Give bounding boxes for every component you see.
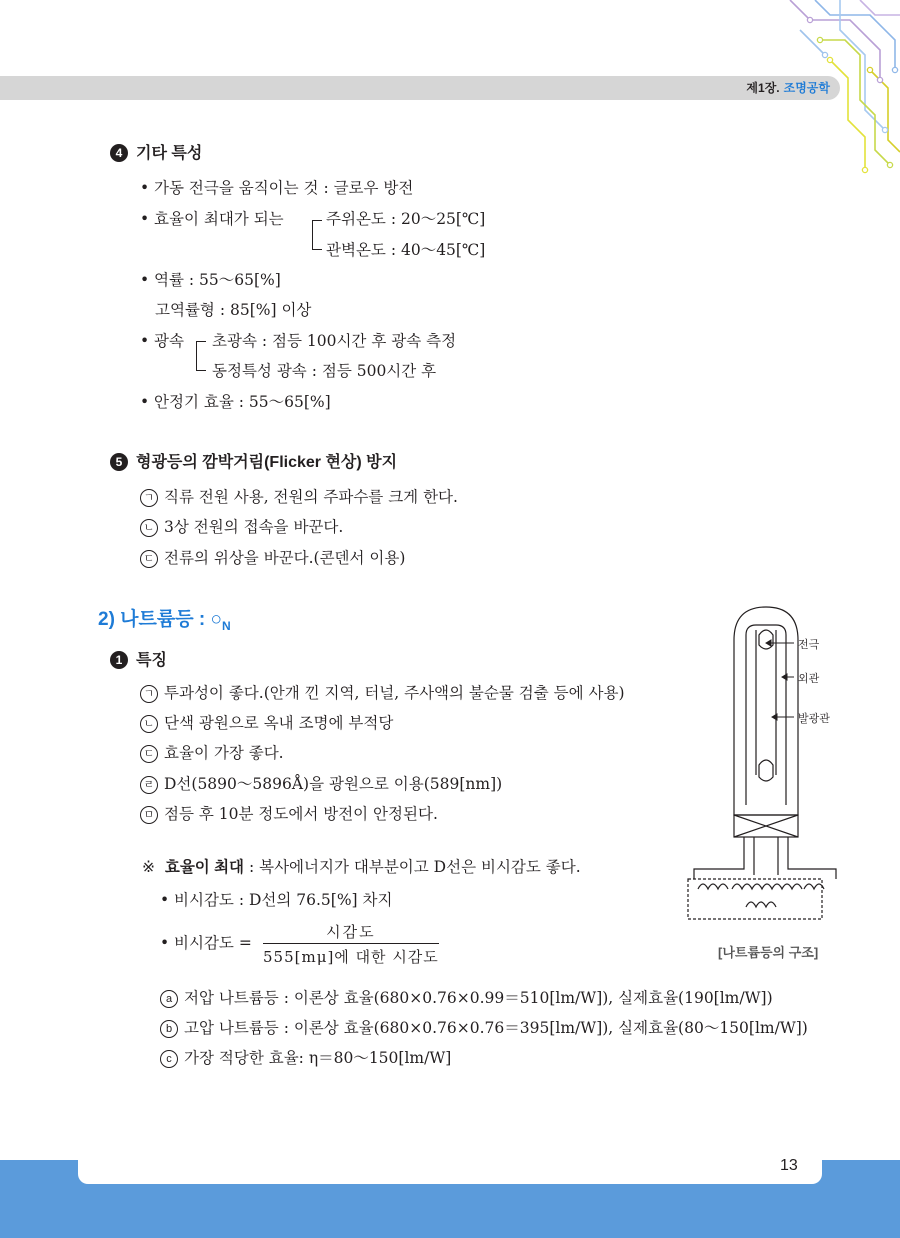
arc-tube: [746, 625, 786, 805]
section-5-heading: [110, 452, 397, 474]
efficiency-case-ambient: 주위온도 : 20～25[℃]: [326, 210, 486, 228]
visibility-item: • 비시감도 : D선의 76.5[%] 차지: [160, 891, 393, 909]
section-5-number: 5: [110, 453, 128, 471]
feature-text: 투과성이 좋다.(안개 낀 지역, 터널, 주사액의 불순물 검출 등에 사용): [164, 684, 625, 702]
feature-item: [140, 742, 284, 764]
sodium-lamp-diagram: [684, 605, 844, 935]
chapter-number: 제1장.: [746, 81, 780, 95]
feature-mark: ㄱ: [140, 685, 158, 703]
efficiency-mark: c: [160, 1050, 178, 1068]
power-factor-text: 역률 : 55～65[%]: [154, 271, 281, 289]
efficiency-mark: b: [160, 1020, 178, 1038]
feature-text: 단색 광원으로 옥내 조명에 부적당: [164, 714, 394, 732]
inner-electrode: [756, 630, 776, 775]
feature-mark: ㄹ: [140, 776, 158, 794]
feature-item: [140, 773, 502, 795]
electrode-item: • 가동 전극을 움직이는 것 : 글로우 방전: [140, 179, 414, 197]
efficiency-text: 고압 나트륨등 : 이론상 효율(680×0.76×0.76＝395[lm/W]), 실제효율(80～150[lm/W]): [184, 1019, 808, 1037]
feature-item: [140, 803, 438, 825]
feature-item: [140, 682, 625, 704]
flicker-item: [140, 516, 343, 538]
flux-case-initial: 초광속 : 점등 100시간 후 광속 측정: [212, 332, 457, 350]
section-4-title: 기타 특성: [136, 145, 203, 162]
formula-item: • 비시감도 =: [160, 934, 252, 952]
efficiency-item: • 효율이 최대가 되는: [140, 210, 284, 228]
section-4-number: 4: [110, 144, 128, 162]
note-mark: ※: [142, 858, 155, 876]
feature-mark: ㄴ: [140, 715, 158, 733]
sodium-symbol: ○: [210, 609, 222, 630]
note-text: : 복사에너지가 대부분이고 D선은 비시감도 좋다.: [244, 858, 581, 876]
label-outer-tube: 외관: [798, 673, 820, 685]
flux-item: • 광속: [140, 332, 184, 350]
circuit-decoration: [770, 0, 900, 180]
page-number: 13: [780, 1157, 798, 1174]
formula-label: 비시감도 =: [174, 934, 252, 952]
lamp-pins: [744, 837, 788, 863]
flux-label: 광속: [154, 332, 184, 350]
efficiency-row: [160, 1017, 808, 1039]
label-arc-tube: 발광관: [798, 713, 830, 725]
electrode-text: 가동 전극을 움직이는 것 : 글로우 방전: [154, 179, 414, 197]
flicker-mark: ㄴ: [140, 519, 158, 537]
flicker-item: [140, 486, 458, 508]
high-power-factor-text: 고역률형 : 85[%] 이상: [155, 301, 312, 319]
efficiency-text: 가장 적당한 효율: η＝80～150[lm/W]: [184, 1049, 452, 1067]
ballast-text: 안정기 효율 : 55～65[%]: [154, 393, 331, 411]
efficiency-row: [160, 987, 773, 1009]
chapter-subject: 조명공학: [783, 81, 830, 95]
flicker-text: 3상 전원의 접속을 바꾼다.: [164, 518, 344, 536]
outer-bulb: [734, 607, 798, 815]
ballast-item: • 안정기 효율 : 55～65[%]: [140, 393, 331, 411]
feature-text: D선(5890～5896Å)을 광원으로 이용(589[nm]): [164, 775, 503, 793]
diagram-caption: [나트륨등의 구조]: [718, 945, 819, 960]
flux-bracket: [196, 341, 206, 371]
efficiency-bracket: [312, 220, 322, 250]
efficiency-case-wall: 관벽온도 : 40～45[℃]: [326, 241, 486, 259]
note-bold: 효율이 최대: [164, 859, 245, 876]
sodium-heading-text: 2) 나트륨등 :: [98, 609, 206, 630]
sodium-symbol-sub: N: [221, 618, 231, 633]
formula-numerator: 시감도: [263, 921, 439, 944]
flicker-mark: ㄷ: [140, 550, 158, 568]
visibility-text: 비시감도 : D선의 76.5[%] 차지: [174, 891, 393, 909]
efficiency-row: [160, 1047, 451, 1069]
formula-fraction: [263, 921, 439, 967]
features-heading: [110, 650, 167, 672]
flux-case-steady: 동정특성 광속 : 점등 500시간 후: [212, 362, 437, 380]
header-bar: [0, 76, 840, 100]
efficiency-mark: a: [160, 990, 178, 1008]
formula-denominator: 555[mμ]에 대한 시감도: [263, 948, 439, 966]
feature-mark: ㄷ: [140, 745, 158, 763]
footer-panel: [78, 1150, 822, 1184]
features-title: 특징: [136, 652, 167, 669]
section-4-heading: [110, 143, 202, 165]
flicker-text: 직류 전원 사용, 전원의 주파수를 크게 한다.: [164, 488, 458, 506]
efficiency-note: [142, 856, 581, 879]
label-electrode: 전극: [798, 639, 820, 651]
section-5-title: 형광등의 깜박거림(Flicker 현상) 방지: [136, 454, 398, 471]
flicker-mark: ㄱ: [140, 489, 158, 507]
efficiency-label: 효율이 최대가 되는: [154, 210, 284, 228]
feature-item: [140, 712, 393, 734]
power-factor-item: • 역률 : 55～65[%]: [140, 271, 281, 289]
flicker-text: 전류의 위상을 바꾼다.(콘덴서 이용): [164, 549, 406, 567]
features-number: 1: [110, 651, 128, 669]
flicker-item: [140, 547, 405, 569]
sodium-heading: [98, 607, 231, 639]
feature-mark: ㅁ: [140, 806, 158, 824]
feature-text: 점등 후 10분 정도에서 방전이 안정된다.: [164, 805, 438, 823]
efficiency-text: 저압 나트륨등 : 이론상 효율(680×0.76×0.99＝510[lm/W]), 실제효율(190[lm/W]): [184, 989, 773, 1007]
feature-text: 효율이 가장 좋다.: [164, 744, 284, 762]
